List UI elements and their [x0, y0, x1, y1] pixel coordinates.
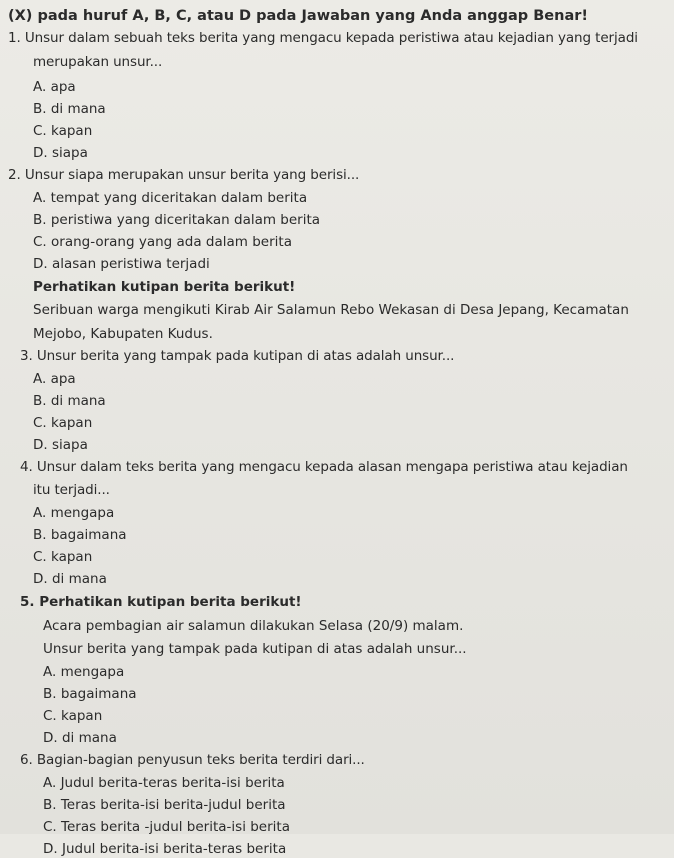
excerpt-1-text-cont: Mejobo, Kabupaten Kudus.: [33, 326, 213, 342]
q4-option-c[interactable]: C. kapan: [33, 549, 93, 565]
question-2-text: 2. Unsur siapa merupakan unsur berita yang berisi...: [8, 167, 360, 183]
question-3-text: 3. Unsur berita yang tampak pada kutipan di atas adalah unsur...: [20, 348, 455, 364]
instruction-text: (X) pada huruf A, B, C, atau D pada Jawaban yang Anda anggap Benar!: [8, 8, 588, 24]
q4-option-a[interactable]: A. mengapa: [33, 505, 115, 521]
q1-option-c[interactable]: C. kapan: [33, 123, 93, 139]
excerpt-1-heading: Perhatikan kutipan berita berikut!: [33, 279, 296, 295]
q5-option-d[interactable]: D. di mana: [43, 730, 117, 746]
q2-option-d[interactable]: D. alasan peristiwa terjadi: [33, 256, 210, 272]
q6-option-b[interactable]: B. Teras berita-isi berita-judul berita: [43, 797, 286, 813]
q3-option-c[interactable]: C. kapan: [33, 415, 93, 431]
q3-option-b[interactable]: B. di mana: [33, 393, 106, 409]
q6-option-c[interactable]: C. Teras berita -judul berita-isi berita: [43, 819, 290, 835]
q6-option-d[interactable]: D. Judul berita-isi berita-teras berita: [43, 841, 287, 857]
question-6-text: 6. Bagian-bagian penyusun teks berita terdiri dari...: [20, 752, 365, 768]
q4-option-b[interactable]: B. bagaimana: [33, 527, 127, 543]
q2-option-b[interactable]: B. peristiwa yang diceritakan dalam berita: [33, 212, 321, 228]
question-1-text: 1. Unsur dalam sebuah teks berita yang mengacu kepada peristiwa atau kejadian yang terjadi: [8, 30, 638, 46]
question-5-excerpt: Acara pembagian air salamun dilakukan Selasa (20/9) malam.: [43, 618, 464, 634]
question-5-prompt: Unsur berita yang tampak pada kutipan di atas adalah unsur...: [43, 641, 467, 657]
q2-option-c[interactable]: C. orang-orang yang ada dalam berita: [33, 234, 292, 250]
q1-option-a[interactable]: A. apa: [33, 79, 76, 95]
q3-option-a[interactable]: A. apa: [33, 371, 76, 387]
q3-option-d[interactable]: D. siapa: [33, 437, 88, 453]
q1-option-b[interactable]: B. di mana: [33, 101, 106, 117]
question-4-text-cont: itu terjadi...: [33, 482, 110, 498]
question-1-text-cont: merupakan unsur...: [33, 54, 163, 70]
question-5-text: 5. Perhatikan kutipan berita berikut!: [20, 594, 302, 610]
question-4-text: 4. Unsur dalam teks berita yang mengacu kepada alasan mengapa peristiwa atau kejadian: [20, 459, 628, 475]
q2-option-a[interactable]: A. tempat yang diceritakan dalam berita: [33, 190, 308, 206]
q5-option-a[interactable]: A. mengapa: [43, 664, 125, 680]
q4-option-d[interactable]: D. di mana: [33, 571, 107, 587]
q5-option-c[interactable]: C. kapan: [43, 708, 103, 724]
excerpt-1-text: Seribuan warga mengikuti Kirab Air Salamun Rebo Wekasan di Desa Jepang, Kecamatan: [33, 302, 629, 318]
q1-option-d[interactable]: D. siapa: [33, 145, 88, 161]
q6-option-a[interactable]: A. Judul berita-teras berita-isi berita: [43, 775, 285, 791]
q5-option-b[interactable]: B. bagaimana: [43, 686, 137, 702]
